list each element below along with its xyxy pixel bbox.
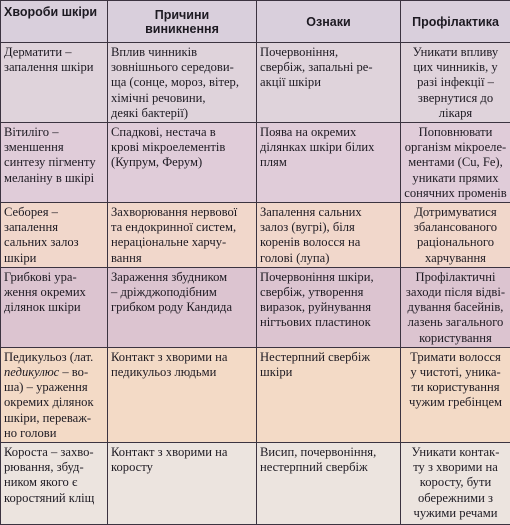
cell-line: деякі бактерії)	[111, 106, 253, 121]
cell-line: разі інфекції –	[404, 75, 507, 90]
header-line: Профілактика	[404, 15, 507, 29]
cell-line: коросту, бути	[404, 475, 507, 490]
cell-line: виразок, руйнування	[260, 300, 397, 315]
signs-cell	[257, 43, 401, 123]
cell-line: Зараження збудником	[111, 270, 253, 285]
signs-cell	[257, 203, 401, 268]
cell-line: Вітиліго –	[4, 125, 104, 140]
cell-line: харчування	[404, 251, 507, 266]
causes-cell	[108, 443, 257, 525]
cell-line: запалення шкіри	[4, 60, 104, 75]
disease-cell	[1, 123, 108, 203]
cell-line: педикулюс – во-	[4, 365, 104, 380]
header-row	[1, 1, 510, 43]
cell-line: рювання, збуд-	[4, 460, 104, 475]
header-line: Причини	[111, 8, 253, 22]
cell-line: Нестерпний свербіж	[260, 350, 397, 365]
cell-line: ділянок шкіри	[4, 300, 104, 315]
causes-cell	[108, 267, 257, 347]
cell-line: ту з хворими на	[404, 460, 507, 475]
disease-cell	[1, 43, 108, 123]
cell-line: сальних залоз	[4, 235, 104, 250]
cell-line: Почервоніння шкіри,	[260, 270, 397, 285]
disease-cell	[1, 267, 108, 347]
header-line: Ознаки	[260, 15, 397, 29]
header-prevention	[401, 1, 510, 43]
cell-line: лазень загального	[404, 315, 507, 330]
header-line: виникнення	[111, 22, 253, 36]
cell-line: (Купрум, Ферум)	[111, 155, 253, 170]
cell-line: нігтьових пластинок	[260, 315, 397, 330]
cell-line: користування	[404, 331, 507, 346]
cell-line: Контакт з хворими на	[111, 445, 253, 460]
table-row	[1, 203, 510, 268]
cell-line: залоз (вугрі), біля	[260, 220, 397, 235]
cell-line: зовнішнього середови-	[111, 60, 253, 75]
cell-line: ша) – ураження	[4, 380, 104, 395]
cell-line: ща (сонце, мороз, вітер,	[111, 75, 253, 90]
cell-line: Захворювання нервової	[111, 205, 253, 220]
cell-line: нераціональне харчу-	[111, 235, 253, 250]
cell-line: сонячних променів	[404, 186, 507, 201]
cell-line: голові (лупа)	[260, 251, 397, 266]
signs-cell	[257, 267, 401, 347]
cell-line: Контакт з хворими на	[111, 350, 253, 365]
cell-line: но голови	[4, 426, 104, 441]
cell-line: меланіну в шкірі	[4, 171, 104, 186]
prevention-cell	[401, 347, 510, 442]
header-causes	[108, 1, 257, 43]
header-line: Хвороби шкіри	[4, 5, 104, 19]
cell-line: ділянках шкіри білих	[260, 140, 397, 155]
cell-line: у чистоті, уника-	[404, 365, 507, 380]
cell-line: Спадкові, нестача в	[111, 125, 253, 140]
cell-line: уникати прямих	[404, 171, 507, 186]
cell-line: Почервоніння,	[260, 45, 397, 60]
cell-line: чужими речами	[404, 506, 507, 521]
causes-cell	[108, 123, 257, 203]
cell-line: педикульоз людьми	[111, 365, 253, 380]
prevention-cell	[401, 267, 510, 347]
cell-line: окремих ділянок	[4, 395, 104, 410]
cell-line: свербіж, запальні ре-	[260, 60, 397, 75]
disease-cell	[1, 443, 108, 525]
cell-line: коросту	[111, 460, 253, 475]
cell-line: лікаря	[404, 106, 507, 121]
cell-line: Грибкові ура-	[4, 270, 104, 285]
cell-line: крові мікроелементів	[111, 140, 253, 155]
signs-cell	[257, 347, 401, 442]
cell-line: коростяний кліщ	[4, 491, 104, 506]
cell-line: Вплив чинників	[111, 45, 253, 60]
cell-line: синтезу пігменту	[4, 155, 104, 170]
cell-line: ти користування	[404, 380, 507, 395]
cell-line: коренів волосся на	[260, 235, 397, 250]
cell-line: та ендокринної систем,	[111, 220, 253, 235]
cell-line: Себорея –	[4, 205, 104, 220]
cell-line: Дерматити –	[4, 45, 104, 60]
causes-cell	[108, 347, 257, 442]
cell-line: – дріжджоподібним	[111, 285, 253, 300]
prevention-cell	[401, 43, 510, 123]
signs-cell	[257, 443, 401, 525]
cell-line: Поповнювати	[404, 125, 507, 140]
cell-line: цих чинників, у	[404, 60, 507, 75]
header-diseases	[1, 1, 108, 43]
cell-line: шкіри, переваж-	[4, 411, 104, 426]
cell-line: чужим гребінцем	[404, 395, 507, 410]
table-row	[1, 123, 510, 203]
cell-line: ментами (Cu, Fe),	[404, 155, 507, 170]
cell-line: ження окремих	[4, 285, 104, 300]
cell-line: Уникати впливу	[404, 45, 507, 60]
signs-cell	[257, 123, 401, 203]
causes-cell	[108, 203, 257, 268]
disease-cell	[1, 347, 108, 442]
cell-line: дування басейнів,	[404, 300, 507, 315]
cell-line: Короста – захво-	[4, 445, 104, 460]
cell-line: шкіри	[4, 251, 104, 266]
cell-line: нестерпний свербіж	[260, 460, 397, 475]
table-row	[1, 43, 510, 123]
cell-line: Педикульоз (лат.	[4, 350, 104, 365]
cell-line: Висип, почервоніння,	[260, 445, 397, 460]
cell-line: свербіж, утворення	[260, 285, 397, 300]
cell-line: грибком роду Кандида	[111, 300, 253, 315]
table-body	[1, 43, 510, 525]
cell-line: раціонального	[404, 235, 507, 250]
cell-line: звернутися до	[404, 91, 507, 106]
causes-cell	[108, 43, 257, 123]
cell-line: обережними з	[404, 491, 507, 506]
cell-line: Дотримуватися	[404, 205, 507, 220]
cell-line: зменшення	[4, 140, 104, 155]
cell-line: шкіри	[260, 365, 397, 380]
cell-line: Запалення сальних	[260, 205, 397, 220]
cell-line: Поява на окремих	[260, 125, 397, 140]
cell-line: заходи після відві-	[404, 285, 507, 300]
cell-line: запалення	[4, 220, 104, 235]
cell-line: хімічні речовини,	[111, 91, 253, 106]
prevention-cell	[401, 123, 510, 203]
prevention-cell	[401, 203, 510, 268]
table-row	[1, 267, 510, 347]
header-signs	[257, 1, 401, 43]
cell-line: акції шкіри	[260, 75, 397, 90]
cell-line: ником якого є	[4, 475, 104, 490]
cell-line: організм мікроеле-	[404, 140, 507, 155]
cell-line: збалансованого	[404, 220, 507, 235]
cell-line: плям	[260, 155, 397, 170]
prevention-cell	[401, 443, 510, 525]
latin-term: педикулюс	[4, 365, 59, 379]
disease-cell	[1, 203, 108, 268]
cell-line: вання	[111, 251, 253, 266]
cell-line: Уникати контак-	[404, 445, 507, 460]
table-row	[1, 443, 510, 525]
cell-line: Профілактичні	[404, 270, 507, 285]
table-row	[1, 347, 510, 442]
cell-line: Тримати волосся	[404, 350, 507, 365]
